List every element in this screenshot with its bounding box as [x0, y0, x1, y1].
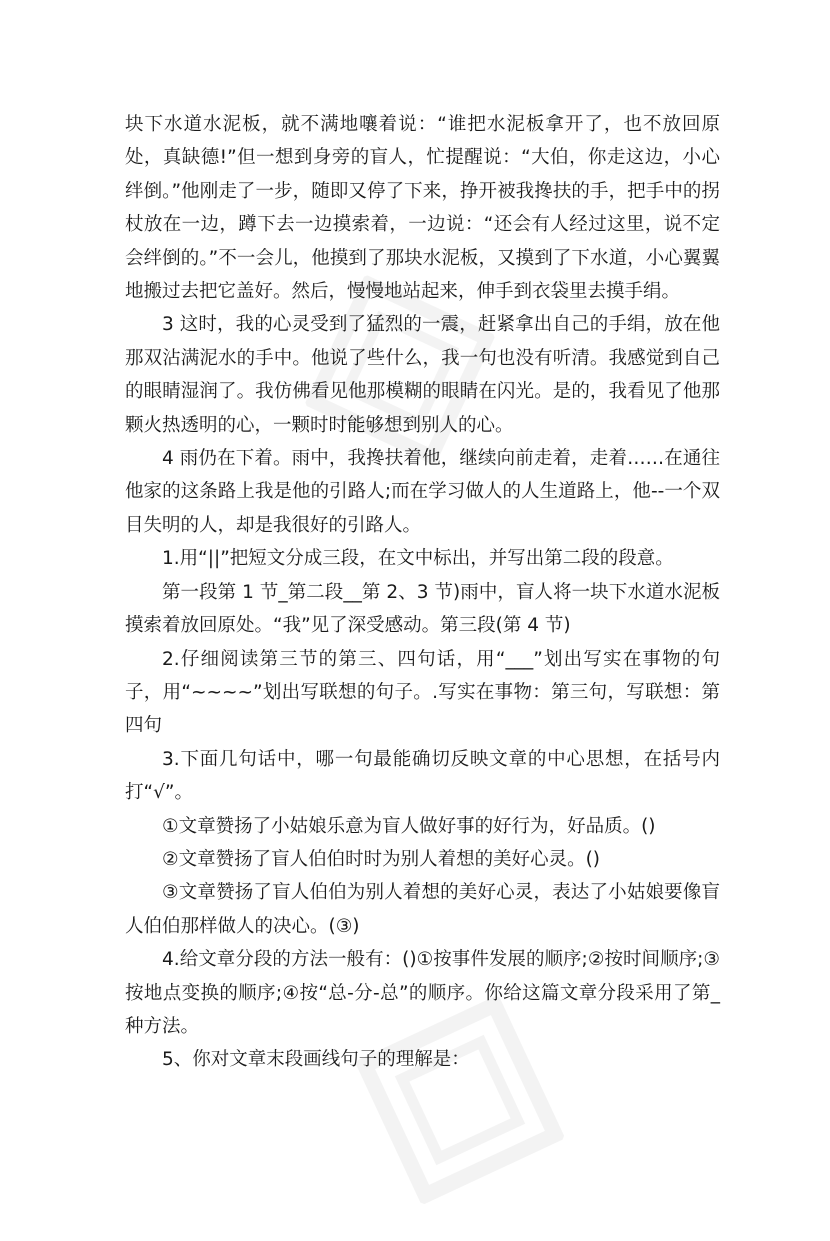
paragraph-story-1: 块下水道水泥板，就不满地嚷着说：“谁把水泥板拿开了，也不放回原处，真缺德!”但一想到身旁的盲人，忙提醒说：“大伯，你走这边，小心绊倒。”他刚走了一步，随即又停了下来，挣开被我搀扶的手，把手中的拐杖放在一边，蹲下去一边摸索着，一边说：“还会有人经过这里，说不定会绊倒的。”不一会儿，他摸到了那块水泥板，又摸到了下水道，小心翼翼地搬过去把它盖好。然后，慢慢地站起来，伸手到衣袋里去摸手绢。 [125, 114, 720, 303]
question-4: 4.给文章分段的方法一般有：()①按事件发展的顺序;②按时间顺序;③按地点变换的顺序;④按“总-分-总”的顺序。你给这篇文章分段采用了第_种方法。 [125, 949, 720, 1037]
document-body [125, 108, 720, 1077]
answer-1: 第一段第 1 节_第二段__第 2、3 节)雨中，盲人将一块下水道水泥板摸索着放回原处。“我”见了深受感动。第三段(第 4 节) [125, 581, 720, 637]
option-1: ①文章赞扬了小姑娘乐意为盲人做好事的好行为，好品质。() [162, 815, 656, 837]
paragraph-story-3: 3 这时，我的心灵受到了猛烈的一震，赶紧拿出自己的手绢，放在他那双沾满泥水的手中。他说了些什么，我一句也没有听清。我感觉到自己的眼睛湿润了。我仿佛看见他那模糊的眼睛在闪光。是的，我看见了他那颗火热透明的心，一颗时时能够想到别人的心。 [125, 314, 720, 436]
paragraph-story-4: 4 雨仍在下着。雨中，我搀扶着他，继续向前走着，走着……在通往他家的这条路上我是他的引路人;而在学习做人的人生道路上，他--一个双目失明的人，却是我很好的引路人。 [125, 448, 720, 536]
question-3: 3.下面几句话中，哪一句最能确切反映文章的中心思想，在括号内打“√”。 [125, 748, 720, 804]
question-2: 2.仔细阅读第三节的第三、四句话，用“___”划出写实在事物的句子，用“~~~~”划出写联想的句子。.写实在事物：第三句，写联想：第四句 [125, 648, 720, 737]
question-5: 5、你对文章末段画线句子的理解是： [162, 1049, 470, 1071]
option-2: ②文章赞扬了盲人伯伯时时为别人着想的美好心灵。() [162, 848, 601, 870]
question-1: 1.用“||”把短文分成三段，在文中标出，并写出第二段的段意。 [162, 548, 674, 570]
option-3: ③文章赞扬了盲人伯伯为别人着想的美好心灵，表达了小姑娘要像盲人伯伯那样做人的决心。(③) [125, 882, 720, 937]
